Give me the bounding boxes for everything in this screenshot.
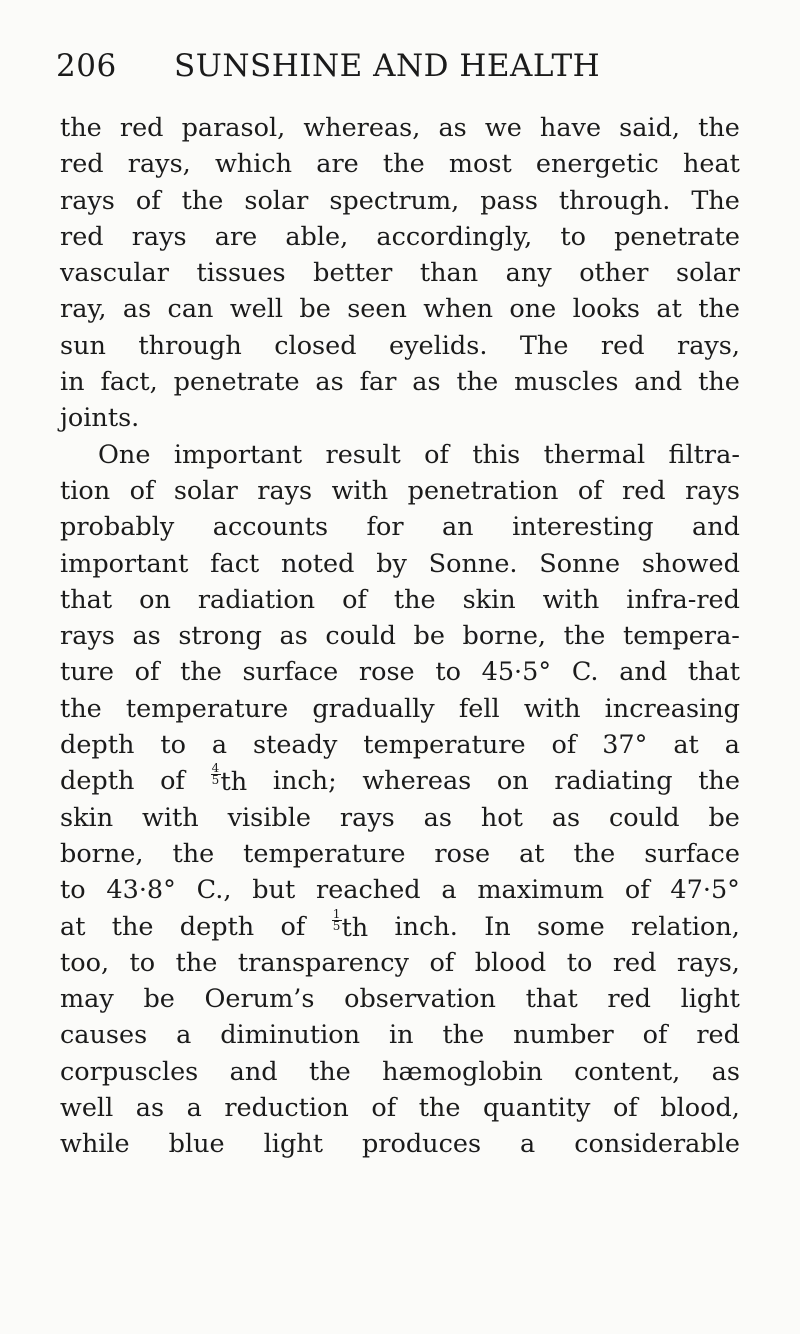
word: this [472,439,521,470]
word: are [316,149,359,180]
word: solar [244,185,309,216]
word: whereas [362,766,472,797]
word: to [566,947,593,978]
word: surface [242,657,339,688]
word: the [172,838,215,869]
text-line [60,763,740,799]
word: any [505,258,552,289]
word: the [60,693,102,724]
word: seen [347,294,407,325]
word: the [181,185,224,216]
word: noted [281,548,355,579]
word: accordingly, [376,221,533,252]
word: gradually [312,693,435,724]
text-line [60,654,740,690]
word: blood, [660,1093,740,1124]
word: of [551,730,577,761]
word: red [119,113,164,143]
word: could [325,621,396,652]
word: blood [474,947,547,978]
word: red [60,149,104,180]
text-line [60,364,740,400]
word: one [509,294,557,325]
word: be [299,294,331,325]
word: as [315,367,344,398]
word: sun [60,330,106,361]
word: as [135,1093,165,1124]
word: spectrum, [329,185,460,216]
word: Oerum’s [204,984,315,1015]
word: diminution [220,1020,361,1051]
word: better [313,258,393,289]
word: penetrate [614,221,740,252]
text-line [60,437,740,473]
word: depth [60,766,135,797]
word: rays [257,475,313,506]
word: rays, [127,149,191,180]
word: the [393,584,436,615]
word: through. [558,185,671,216]
text-line [60,872,740,908]
word: depth [179,911,255,942]
word: with [542,584,600,615]
word: the [698,294,740,325]
word: on [496,766,529,797]
word: the [456,367,499,398]
word: corpuscles [60,1056,199,1087]
word: the [111,911,154,942]
text-line [60,400,740,436]
text-line [60,945,740,981]
word: be [708,802,740,833]
text-line [60,546,740,582]
page-number: 206 [56,48,117,84]
word: tissues [196,258,286,289]
word: fact, [100,367,158,398]
word: The [519,330,569,361]
word: able, [285,221,349,252]
word: light [680,984,740,1015]
word: a [176,1020,192,1051]
word: of [577,475,603,506]
word: the [180,657,222,688]
word: One [98,439,151,470]
text-line [60,146,740,182]
word: and [634,367,683,398]
word: temperature [243,838,406,869]
word: to [435,657,461,688]
word: depth [60,730,135,761]
word: the [382,149,425,180]
word: rays, [676,947,740,978]
word: to [60,875,86,906]
word: the [60,113,102,143]
word: and [692,512,740,543]
word: inch. [394,911,458,942]
word: reached [316,875,421,906]
word: to [560,221,586,252]
word: pass [480,185,538,216]
word: observation [344,984,496,1015]
word: visible [227,802,311,833]
word: well [60,1093,114,1124]
word: of [280,911,306,942]
word: infra-red [626,584,740,615]
word: which [214,149,293,180]
word: as [711,1056,740,1087]
word: to [160,730,186,761]
word: at [673,730,699,761]
word: at [519,838,545,869]
word: said, [619,113,681,143]
word: Sonne. [428,548,518,579]
word: with [142,802,199,833]
word: interesting [512,512,654,543]
word: relation, [630,911,740,942]
word: a [441,875,457,906]
word: joints. [60,403,140,434]
word: transparency [237,947,409,978]
running-head [56,48,746,94]
word: rays [60,621,115,652]
word: skin [462,584,516,615]
word: can [167,294,214,325]
word: important [173,439,303,470]
word: steady [253,730,338,761]
word: a [520,1129,536,1160]
word: the [308,1056,351,1087]
word: blue [168,1129,225,1160]
word: red [622,475,666,506]
text-line [60,618,740,654]
word: radiation [197,584,316,615]
word: through [138,330,242,361]
word: increasing [604,693,740,724]
word: on [139,584,171,615]
text-line [60,255,740,291]
word: rays [131,221,187,252]
text-line [60,906,740,945]
text-line [60,582,740,618]
word: and [229,1056,278,1087]
word: red [600,330,645,361]
word: considerable [574,1129,740,1160]
word: of [160,766,185,797]
word: far [359,367,397,398]
word: with [523,693,581,724]
word: in [60,367,85,398]
word: a [211,730,228,761]
word: too, [60,947,110,978]
word: muscles [514,367,619,398]
word: at [60,911,86,942]
word: as [551,802,581,833]
word: 43·8° [106,875,176,906]
text-line [60,691,740,727]
word: inch; [272,766,337,797]
word: most [448,149,512,180]
word: hot [480,802,523,833]
word: radiating [554,766,673,797]
word: of [134,657,160,688]
text-line [60,291,740,327]
word: of [371,1093,397,1124]
word: produces [361,1129,482,1160]
word: rays, [677,330,740,361]
word: of [429,947,455,978]
word: fact [210,548,260,579]
word: as [412,367,441,398]
word: may [60,984,114,1015]
word: reduction [224,1093,349,1124]
word: red [607,984,651,1015]
word: as [122,294,152,325]
word: hæmoglobin [382,1056,543,1087]
word: fell [458,693,500,724]
word: number [513,1020,614,1051]
word: rose [434,838,491,869]
word: maximum [477,875,605,906]
word: that [687,657,740,688]
word: the [418,1093,461,1124]
text-line [60,110,740,146]
word: be [143,984,175,1015]
word: rays [685,475,740,506]
word: skin [60,802,114,833]
word: looks [572,294,641,325]
word: borne, [462,621,547,652]
word: 47·5° [670,875,740,906]
text-line [60,328,740,364]
word: as [132,621,161,652]
word: filtra- [668,439,740,470]
word: a [724,730,740,761]
word: as [423,802,452,833]
fraction: $\frac{1}{5}$ th [332,906,369,943]
word: red [696,1020,740,1051]
word: tion [60,475,111,506]
word: the [698,367,740,398]
word: a [186,1093,202,1124]
word: vascular [60,258,169,289]
word: and [619,657,668,688]
word: other [579,258,649,289]
word: thermal [543,439,646,470]
word: than [419,258,479,289]
word: parasol, [181,113,286,143]
word: red [612,947,657,978]
word: of [642,1020,668,1051]
word: quantity [482,1093,591,1124]
word: by [376,548,407,579]
word: strong [178,621,262,652]
text-line [60,219,740,255]
word: while [60,1129,130,1160]
word: of [342,584,367,615]
word: Sonne [539,548,621,579]
word: The [691,185,740,216]
text-line [60,1090,740,1126]
word: that [525,984,578,1015]
word: as [279,621,308,652]
word: 37° [602,730,648,761]
word: could [609,802,680,833]
word: whereas, [303,113,421,143]
word: ture [60,657,114,688]
word: rays [339,802,395,833]
word: the [573,838,616,869]
word: light [263,1129,323,1160]
word: penetration [407,475,559,506]
text-line [60,1054,740,1090]
word: of [135,185,161,216]
word: the [442,1020,485,1051]
word: solar [173,475,238,506]
word: energetic [535,149,659,180]
word: for [366,512,404,543]
word: In [484,911,511,942]
word: C., [196,875,232,906]
word: to [129,947,156,978]
word: borne, [60,838,144,869]
word: are [214,221,258,252]
word: closed [274,330,357,361]
word: the [563,621,606,652]
word: important [60,548,189,579]
word: of [424,439,449,470]
word: solar [676,258,740,289]
word: red [60,221,104,252]
word: the [175,947,218,978]
body-text [60,110,740,1163]
word: but [252,875,296,906]
word: ray, [60,294,107,325]
running-title: SUNSHINE AND HEALTH [174,48,601,84]
word: some [536,911,605,942]
word: probably [60,512,175,543]
fraction: $\frac{4}{5}$ th [211,761,248,798]
word: an [441,512,474,543]
word: well [229,294,284,325]
word: that [60,584,113,615]
word: the [698,766,740,797]
word: be [413,621,445,652]
word: content, [574,1056,681,1087]
text-line [60,800,740,836]
word: the [698,113,740,143]
word: we [484,113,522,143]
word: penetrate [173,367,300,398]
word: rays [60,185,115,216]
word: of [612,1093,638,1124]
word: rose [358,657,415,688]
text-line [60,1126,740,1162]
word: 45·5° [481,657,552,688]
word: as [438,113,467,143]
text-line [60,981,740,1017]
word: temperature [125,693,289,724]
text-line [60,836,740,872]
word: eyelids. [389,330,488,361]
text-line [60,727,740,763]
word: tempera- [622,621,740,652]
word: at [656,294,682,325]
word: temperature [363,730,526,761]
word: of [624,875,650,906]
word: showed [641,548,740,579]
text-line [60,183,740,219]
text-line [60,509,740,545]
word: when [423,294,494,325]
word: accounts [212,512,329,543]
word: result [325,439,401,470]
word: in [388,1020,414,1051]
word: causes [60,1020,148,1051]
word: with [331,475,389,506]
word: C. [571,657,599,688]
text-line [60,1017,740,1053]
word: surface [644,838,740,869]
word: have [539,113,602,143]
text-line [60,473,740,509]
word: of [129,475,155,506]
word: heat [682,149,740,180]
